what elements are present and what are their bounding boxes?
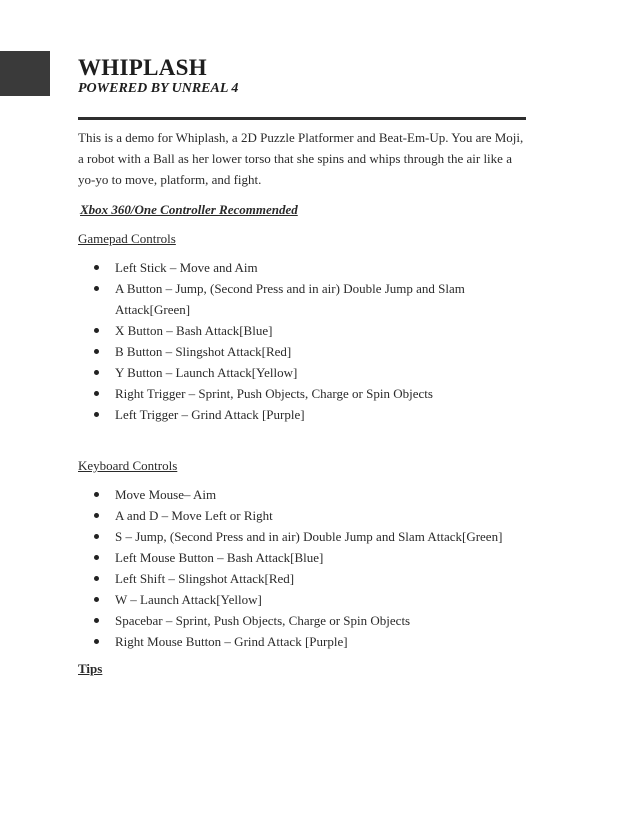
section-spacer [78, 425, 530, 455]
gamepad-control-item: Y Button – Launch Attack[Yellow] [115, 362, 530, 383]
gamepad-control-item: A Button – Jump, (Second Press and in air) Double Jump and Slam Attack[Green] [115, 278, 530, 320]
keyboard-control-item: S – Jump, (Second Press and in air) Double Jump and Slam Attack[Green] [115, 526, 530, 547]
tips-heading: Tips [78, 661, 103, 676]
gamepad-control-item: Left Trigger – Grind Attack [Purple] [115, 404, 530, 425]
intro-paragraph: This is a demo for Whiplash, a 2D Puzzle Platformer and Beat-Em-Up. You are Moji, a robot with a Ball as her lower torso that she spins and whips through the air like a yo-yo to move, platform, and fight. [78, 130, 524, 187]
document-subtitle: POWERED BY UNREAL 4 [78, 81, 239, 96]
keyboard-control-item: Right Mouse Button – Grind Attack [Purple] [115, 631, 530, 652]
keyboard-control-item: Spacebar – Sprint, Push Objects, Charge or Spin Objects [115, 610, 530, 631]
keyboard-control-item: W – Launch Attack[Yellow] [115, 589, 530, 610]
keyboard-control-item: Left Mouse Button – Bash Attack[Blue] [115, 547, 530, 568]
keyboard-control-item: A and D – Move Left or Right [115, 505, 530, 526]
gamepad-control-item: B Button – Slingshot Attack[Red] [115, 341, 530, 362]
title-divider [78, 117, 526, 120]
controller-recommendation: Xbox 360/One Controller Recommended [80, 202, 298, 217]
gamepad-controls-heading: Gamepad Controls [78, 231, 176, 246]
gamepad-controls-list [78, 257, 530, 425]
gamepad-control-item: Right Trigger – Sprint, Push Objects, Charge or Spin Objects [115, 383, 530, 404]
keyboard-control-item: Move Mouse– Aim [115, 484, 530, 505]
gamepad-control-item: X Button – Bash Attack[Blue] [115, 320, 530, 341]
keyboard-controls-list [78, 484, 530, 652]
document-body [78, 127, 530, 679]
gamepad-control-item: Left Stick – Move and Aim [115, 257, 530, 278]
keyboard-control-item: Left Shift – Slingshot Attack[Red] [115, 568, 530, 589]
document-title: WHIPLASH [78, 55, 207, 80]
header-decor-block [0, 51, 50, 96]
keyboard-controls-heading: Keyboard Controls [78, 458, 178, 473]
